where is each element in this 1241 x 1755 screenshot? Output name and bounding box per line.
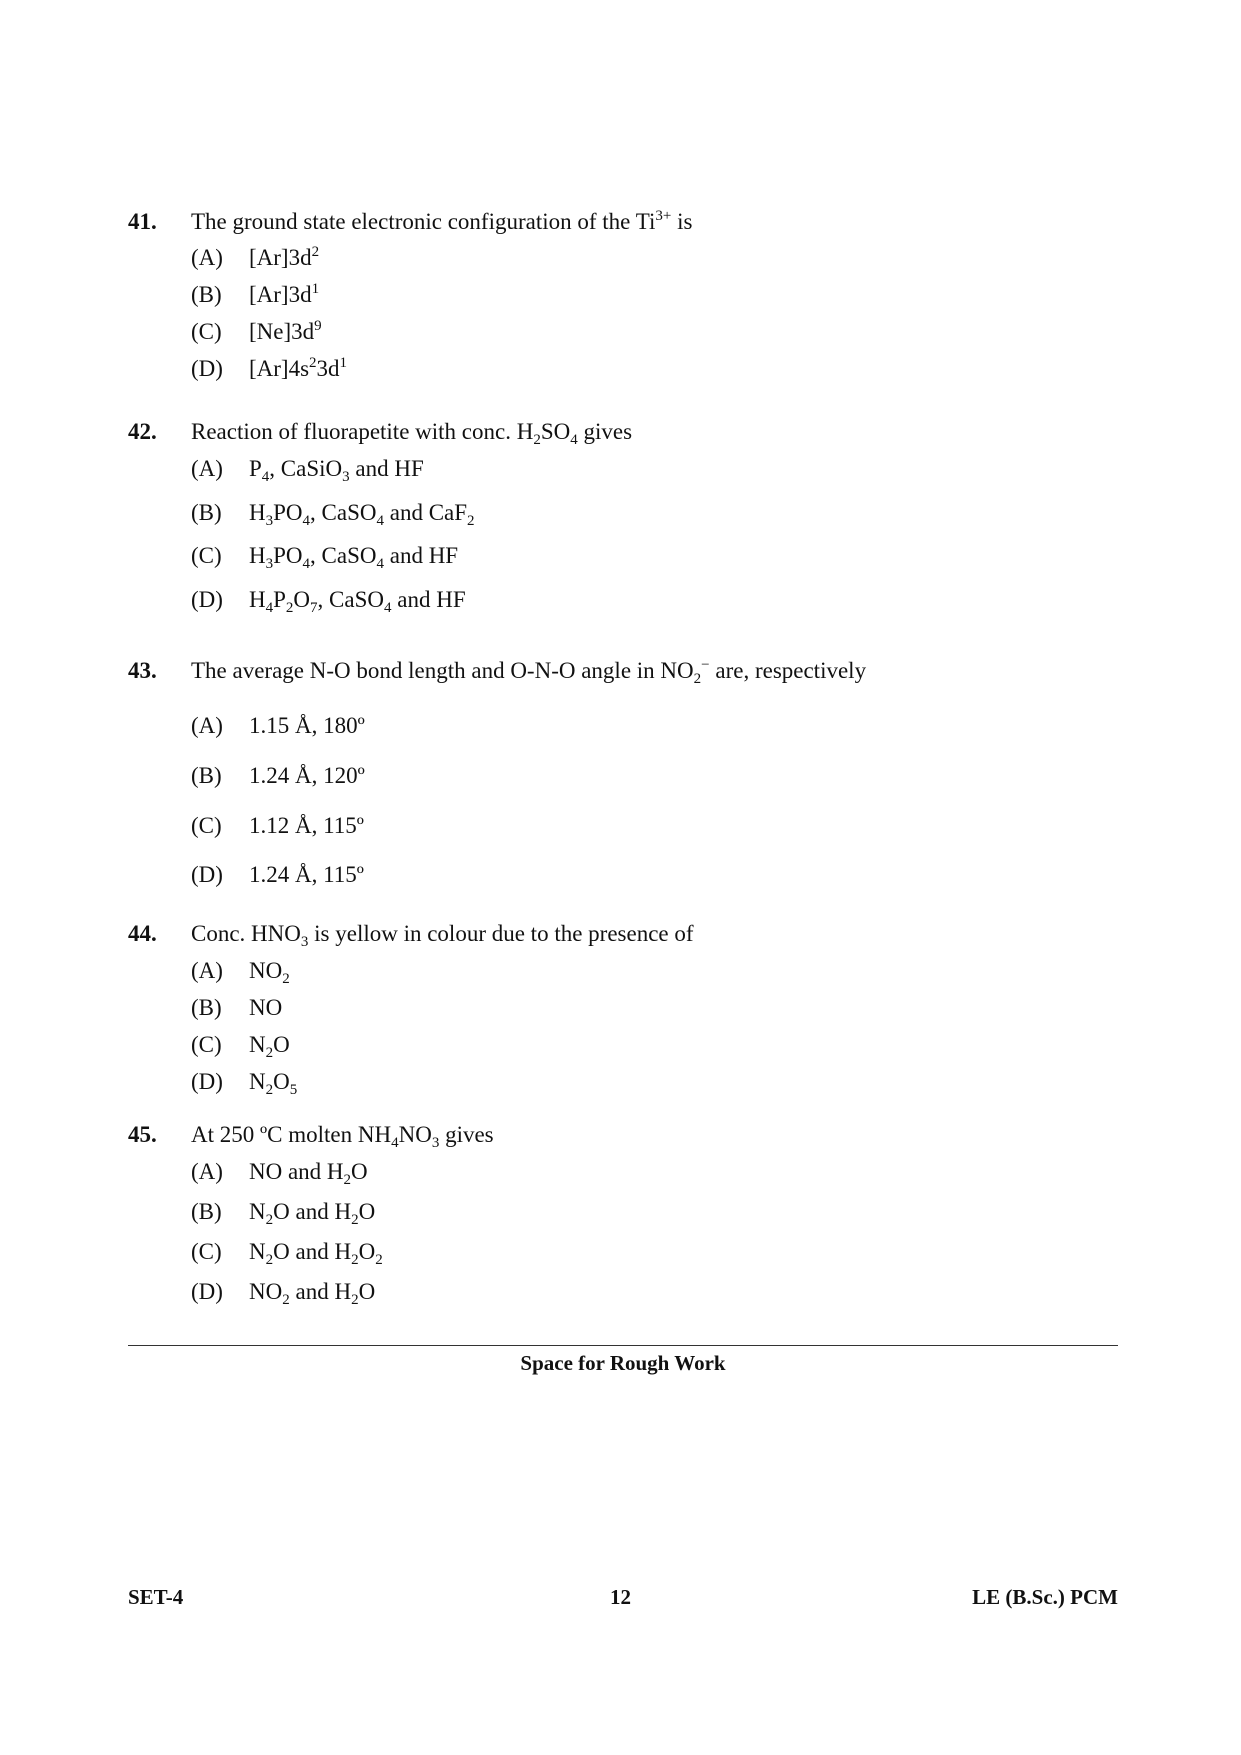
option-label: (D) [191,356,223,381]
option-label: (A) [191,1159,223,1184]
question-stem: At 250 ºC molten $NH_4NO_3$ gives [191,1122,494,1151]
question-number: 44. [128,921,157,946]
question-number: 45. [128,1122,157,1147]
option-text: $H_4P_2O_7$, CaSO$_4$ and HF [249,587,466,616]
question-45 [128,1118,1128,1308]
option-text: $[Ne]3d^9$ [249,318,322,344]
question-number: 43. [128,658,157,683]
option-text: $H_3PO_4$, CaSO$_4$ and CaF$_2$ [249,500,475,529]
option-label: (B) [191,500,222,525]
question-stem: Conc. $HNO_3$ is yellow in colour due to the presence of [191,921,694,950]
option-label: (B) [191,282,222,307]
option-label: (C) [191,1239,222,1264]
question-41 [128,205,1128,381]
option-text: NO and $H_2O$ [249,1159,368,1188]
option-text: 1.24 Å, 115º [249,862,364,887]
option-label: (A) [191,456,223,481]
option-label: (B) [191,1199,222,1224]
option-text: $NO_2$ [249,958,290,987]
option-label: (B) [191,995,222,1020]
option-label: (D) [191,587,223,612]
question-number: 42. [128,419,157,444]
option-label: (C) [191,1032,222,1057]
question-stem: Reaction of fluorapetite with conc. $H_2SO_4$ gives [191,419,633,448]
footer-paper-code: LE (B.Sc.) PCM [972,1585,1118,1609]
option-text: $P_4$, CaSiO$_3$ and HF [249,456,424,485]
option-text: $[Ar]3d^2$ [249,244,320,270]
option-label: (B) [191,763,222,788]
question-number: 41. [128,209,157,234]
divider-line [128,1345,1118,1346]
footer-set: SET-4 [128,1585,184,1609]
option-text: $NO_2$ and $H_2O$ [249,1279,376,1308]
option-label: (C) [191,543,222,568]
option-label: (A) [191,713,223,738]
option-text: 1.15 Å, 180º [249,713,365,738]
question-43 [128,654,1128,887]
option-text: $[Ar]4s^23d^1$ [249,355,348,381]
option-text: NO [249,995,283,1020]
footer-page-number: 12 [610,1585,631,1609]
question-stem: The average N-O bond length and O-N-O angle in $NO_2^-$ are, respectively [191,657,867,687]
option-label: (D) [191,1069,223,1094]
option-text: $[Ar]3d^1$ [249,281,320,307]
rough-work-label: Space for Rough Work [520,1351,726,1375]
option-label: (D) [191,1279,223,1304]
option-label: (A) [191,958,223,983]
option-text: $N_2O$ [249,1032,290,1061]
option-text: $N_2O_5$ [249,1069,298,1098]
option-label: (C) [191,319,222,344]
option-text: $N_2O$ and $H_2O_2$ [249,1239,383,1268]
question-42 [128,415,1128,616]
option-text: 1.24 Å, 120º [249,763,365,788]
option-label: (A) [191,245,223,270]
question-stem: The ground state electronic configuration of the $Ti^{3+}$ is [191,208,693,234]
option-text: 1.12 Å, 115º [249,813,364,838]
question-44 [128,917,1128,1098]
option-text: $H_3PO_4$, CaSO$_4$ and HF [249,543,459,572]
option-label: (D) [191,862,223,887]
option-label: (C) [191,813,222,838]
option-text: $N_2O$ and $H_2O$ [249,1199,376,1228]
